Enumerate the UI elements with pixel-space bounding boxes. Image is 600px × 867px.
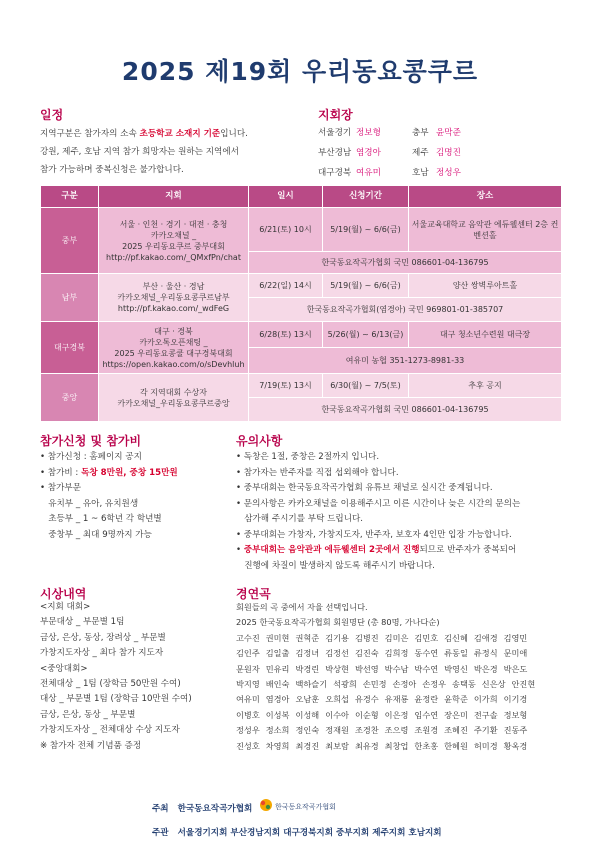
venue-cell: 각 지역대회 수상자 카카오채널_우리동요콩쿠르중앙 <box>99 374 249 422</box>
member-name: 최보람 <box>325 740 349 751</box>
venue-cell: 부산 · 울산 · 경남 카카오채널_우리동요콩쿠르남부 http://pf.kakao.com/_wdFeG <box>99 274 249 322</box>
member-name: 안진현 <box>511 679 536 690</box>
region-cell: 대구경북 <box>41 322 99 374</box>
schedule-text: 지역구분은 참가자의 소속 초등학교 소재지 기준입니다. 강원, 제주, 호남 지역 참가 희망자는 원하는 지역에서 참가 가능하며 중복신청은 불가합니다. <box>40 129 248 175</box>
member-name: 최창업 <box>384 740 409 751</box>
place-cell: 추후 공지 <box>409 374 562 398</box>
member-name: 김희정 <box>384 648 409 659</box>
period-cell: 5/19(월) ~ 6/6(금) <box>323 208 409 252</box>
awards-heading: 시상내역 <box>40 587 87 601</box>
member-name: 김영민 <box>503 632 528 643</box>
member-name: 이성복 <box>265 709 290 720</box>
member-name: 정성우 <box>236 725 260 736</box>
account-cell: 여유미 농협 351-1273-8981-33 <box>249 348 562 374</box>
account-cell: 한국동요작곡가협회(염경아) 국민 969801-01-385707 <box>249 298 562 322</box>
venue-cell: 대구 · 경북 카카오톡오픈채팅 _ 2025 우리동요콩쿨 대구경북대회 https://open.kakao.com/o/sDevhluh <box>99 322 249 374</box>
member-name: 이은정 <box>384 709 409 720</box>
place-cell: 서울교육대학교 음악관 에듀웰센터 2층 컨벤션홀 <box>409 208 562 252</box>
member-row <box>236 677 541 692</box>
member-row <box>236 631 541 646</box>
member-row <box>236 708 541 723</box>
member-name: 한혜원 <box>444 740 468 751</box>
member-name: 류정식 <box>473 648 498 659</box>
member-row <box>236 646 541 661</box>
member-name: 윤정란 <box>414 694 439 705</box>
member-name: 김애경 <box>473 632 498 643</box>
member-name: 박은경 <box>473 663 498 674</box>
member-name: 윤학준 <box>444 694 468 705</box>
period-cell: 6/30(월) ~ 7/5(토) <box>323 374 409 398</box>
member-list <box>236 631 541 754</box>
member-name: 오남훈 <box>295 694 320 705</box>
member-name: 장은미 <box>444 709 468 720</box>
awards-text: <지회 대회> 부문대상 _ 부문별 1팀 금상, 은상, 동상, 장려상 _ 부문별 가창지도자상 _ 최다 참가 지도자 <중앙대회> 전체대상 _ 1팀 (장학금 50만원 수여) 대상 _ 부문별 1팀 (장학금 10만원 수여) 금상, 은상, 동상 _ 부문별 가창지도자상 _ 전체대상 수상 지도자 ※ 참가자 전체 기념품 증정 <box>40 602 192 751</box>
member-name: 전구솔 <box>473 709 498 720</box>
member-name: 박선영 <box>354 663 379 674</box>
member-name: 김신혜 <box>444 632 468 643</box>
member-name: 정인숙 <box>295 725 320 736</box>
date-cell: 7/19(토) 13시 <box>249 374 323 398</box>
col-header-venue: 지회 <box>99 186 249 208</box>
member-name: 김일출 <box>265 648 290 659</box>
member-name: 최경진 <box>295 740 320 751</box>
member-name: 이수아 <box>325 709 349 720</box>
date-cell: 6/22(일) 14시 <box>249 274 323 298</box>
member-name: 김병진 <box>354 632 379 643</box>
member-name: 이병호 <box>236 709 260 720</box>
member-name: 최유경 <box>354 740 379 751</box>
member-name: 박지영 <box>236 679 260 690</box>
member-name: 석광희 <box>333 679 357 690</box>
logo-text: 한국동요작곡가협회 <box>275 803 336 811</box>
member-name: 조으령 <box>384 725 409 736</box>
member-name: 정보형 <box>503 709 528 720</box>
member-name: 문원자 <box>236 663 260 674</box>
member-name: 권미현 <box>265 632 290 643</box>
member-name: 주기환 <box>473 725 498 736</box>
member-row <box>236 662 541 677</box>
member-name: 박영신 <box>444 663 468 674</box>
organizer-line: 주관 서울경기지회 부산경남지회 대구경북지회 중부지회 제주지회 호남지회 <box>152 828 442 838</box>
member-name: 유경수 <box>354 694 379 705</box>
member-name: 진성호 <box>236 740 260 751</box>
member-name: 황옥경 <box>503 740 528 751</box>
member-name: 조혜진 <box>444 725 468 736</box>
col-header-place: 장소 <box>409 186 562 208</box>
member-name: 이가희 <box>473 694 498 705</box>
member-name: 염경아 <box>265 694 290 705</box>
songs-text: 회원들의 곡 중에서 자율 선택입니다. 2025 한국동요작곡가협회 회원명단 (총 80명, 가나다순) 고수진 권미현 권혁준 김기용 김병진 김미은 김민호 김신혜 김애경 김영민 김인주 김일출 김정녀 김정선 김진숙 김희정 동수연 류동일 류정식 문미애 문원자 민유리 박경린 박상현 박선영 박수남 박수연 박영신 박은경 박은도 박지영 배인숙 백하슬기 석광희 손민정 손정아 손정우 송택동 신은상 안진현 여유미 염경아 오남훈 오희섭 유경수 유재룡 윤정란 윤학준 이가희 이기경 이병호 이성복 이성해 이수아 이순형 이은정 임수연 장은미 전구솔 정보형 정성우 정소희 정인숙 정재원 조경찬 조으령 조원경 조혜진 주기환 진동주 진성호 차영희 최경진 최보람 최유경 최창업 한초홍 한혜원 허미경 황옥경 <box>236 600 541 754</box>
date-cell: 6/28(토) 13시 <box>249 322 323 348</box>
member-name: 김미은 <box>384 632 409 643</box>
member-name: 김정녀 <box>295 648 320 659</box>
schedule-heading: 일정 <box>40 108 64 122</box>
member-name: 조경찬 <box>354 725 379 736</box>
member-name: 허미경 <box>473 740 498 751</box>
period-cell: 5/26(월) ~ 6/13(금) <box>323 322 409 348</box>
region-cell: 중부 <box>41 208 99 274</box>
member-name: 유재룡 <box>384 694 409 705</box>
member-name: 류동일 <box>444 648 468 659</box>
region-cell: 중앙 <box>41 374 99 422</box>
date-cell: 6/21(토) 10시 <box>249 208 323 252</box>
member-row <box>236 739 541 754</box>
member-name: 김인주 <box>236 648 260 659</box>
schedule-table <box>40 185 562 422</box>
member-name: 배인숙 <box>265 679 290 690</box>
member-name: 김진숙 <box>354 648 379 659</box>
member-row <box>236 723 541 738</box>
place-cell: 대구 청소년수련원 대극장 <box>409 322 562 348</box>
member-name: 백하슬기 <box>295 679 328 690</box>
member-name: 임수연 <box>414 709 439 720</box>
notes-text: • 독창은 1절, 중창은 2절까지 입니다. • 참가자는 반주자를 직접 섭외해야 합니다. • 중부대회는 한국동요작곡가협회 유튜브 채널로 실시간 중계됩니다. • 문의사항은 카카오채널을 이용해주시고 이른 시간이나 늦은 시간의 문의는 삼가해 주시기를 부탁 드립니다. • 중부대회는 가창자, 가창지도자, 반주자, 보호자 4인만 입장 가능합니다. • 중부대회는 음악관과 에듀웰센터 2곳에서 진행되므로 반주자가 중복되어 진행에 차질이 발생하지 않도록 해주시기 바랍니다. <box>236 452 521 571</box>
songs-heading: 경연곡 <box>236 587 271 601</box>
member-name: 여유미 <box>236 694 260 705</box>
branches-grid: 서울경기 정보형 충부 윤막준 부산경남 염경아 제주 김명진 대구경북 여유미 호남 정성우 <box>318 128 461 178</box>
member-name: 신은상 <box>481 679 506 690</box>
member-name: 문미애 <box>503 648 528 659</box>
association-logo <box>258 796 336 816</box>
member-name: 김정선 <box>325 648 349 659</box>
member-name: 고수진 <box>236 632 260 643</box>
apply-text: • 참가신청 : 홈페이지 공지 • 참가비 : 독창 8만원, 중창 15만원 • 참가부문 유치부 _ 유아, 유치원생 초등부 _ 1 ~ 6학년 각 학년별 중창부 _ 최대 9명까지 가능 <box>40 452 178 540</box>
account-cell: 한국동요작곡가협회 국민 086601-04-136795 <box>249 398 562 422</box>
member-name: 이기경 <box>503 694 528 705</box>
venue-cell: 서울 · 인천 · 경기 · 대전 · 충청 카카오채널 _ 2025 우리동요쿠르 중부대회 http://pf.kakao.com/_QMxfPn/chat <box>99 208 249 274</box>
member-name: 송택동 <box>452 679 476 690</box>
member-row <box>236 692 541 707</box>
host-line: 주최 한국동요작곡가협회 <box>152 804 253 814</box>
col-header-date: 일시 <box>249 186 323 208</box>
member-name: 손정우 <box>422 679 447 690</box>
col-header-period: 신청기간 <box>323 186 409 208</box>
place-cell: 양산 쌍벽루아트홀 <box>409 274 562 298</box>
member-name: 박수연 <box>414 663 439 674</box>
member-name: 손정아 <box>392 679 417 690</box>
member-name: 김민호 <box>414 632 439 643</box>
member-name: 손민정 <box>362 679 387 690</box>
member-name: 김기용 <box>325 632 349 643</box>
member-name: 박수남 <box>384 663 409 674</box>
col-header-region: 구분 <box>41 186 99 208</box>
member-name: 정소희 <box>265 725 290 736</box>
member-name: 오희섭 <box>325 694 349 705</box>
member-name: 차영희 <box>265 740 290 751</box>
member-name: 진동주 <box>503 725 528 736</box>
region-cell: 남부 <box>41 274 99 322</box>
account-cell: 한국동요작곡가협회 국민 086601-04-136795 <box>249 252 562 274</box>
period-cell: 5/19(월) ~ 6/6(금) <box>323 274 409 298</box>
notes-heading: 유의사항 <box>236 434 283 448</box>
apply-heading: 참가신청 및 참가비 <box>40 434 142 448</box>
member-name: 한초홍 <box>414 740 439 751</box>
branches-heading: 지회장 <box>318 108 353 122</box>
member-name: 박경린 <box>295 663 320 674</box>
member-name: 권혁준 <box>295 632 320 643</box>
member-name: 정재원 <box>325 725 349 736</box>
member-name: 동수연 <box>414 648 439 659</box>
member-name: 조원경 <box>414 725 439 736</box>
member-name: 이순형 <box>354 709 379 720</box>
member-name: 박상현 <box>325 663 349 674</box>
member-name: 민유리 <box>265 663 290 674</box>
page-title: 2025 제19회 우리동요콩쿠르 <box>121 57 479 86</box>
member-name: 이성해 <box>295 709 320 720</box>
member-name: 박은도 <box>503 663 528 674</box>
